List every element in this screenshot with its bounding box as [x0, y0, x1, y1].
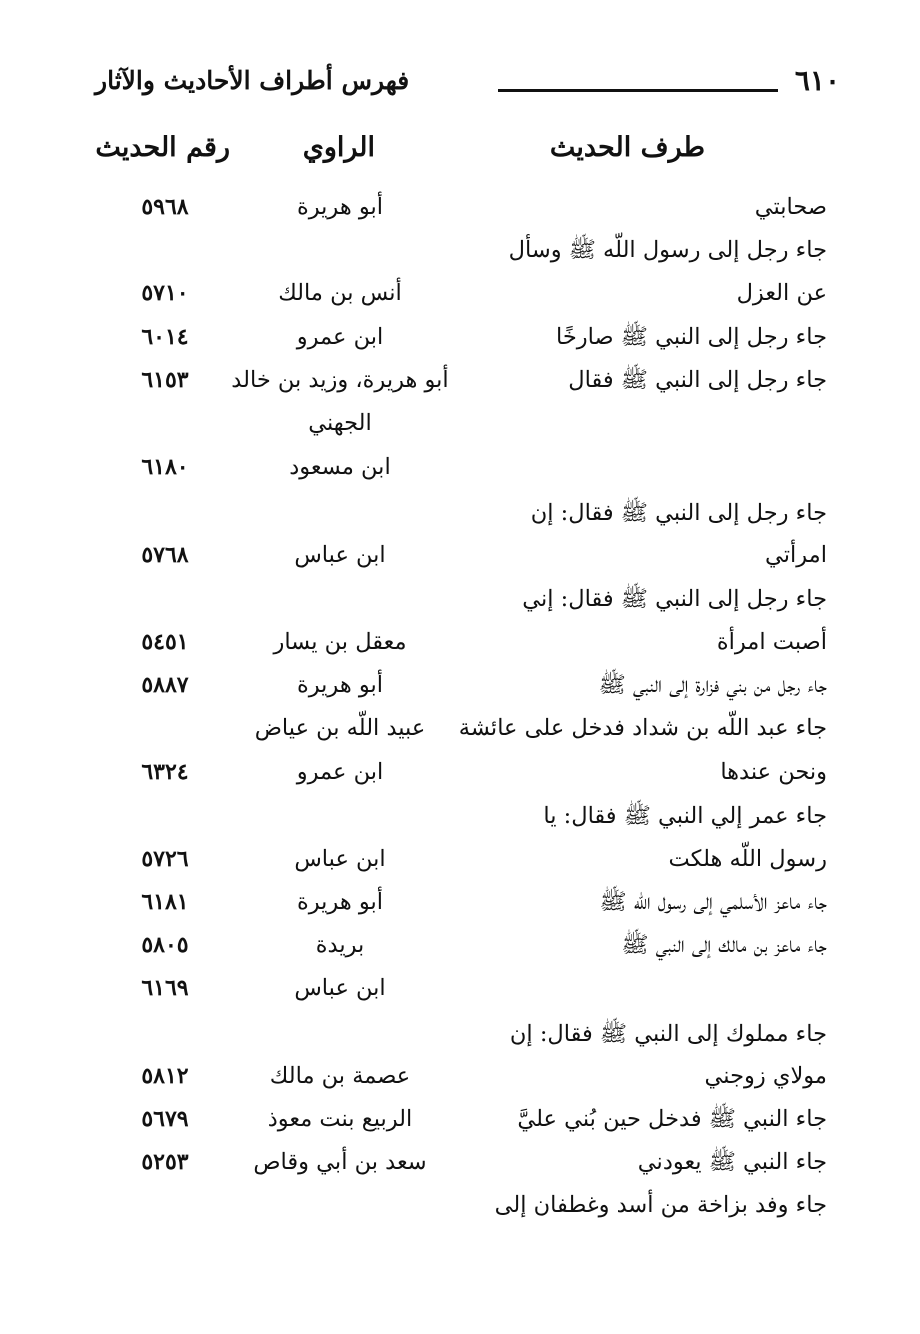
- index-row: [0, 445, 920, 489]
- narrator-name: ابن عمرو: [296, 324, 384, 350]
- index-row: [0, 880, 920, 924]
- index-row: [0, 706, 920, 750]
- index-row: [0, 228, 920, 272]
- hadith-text: جاء وفد بزاخة من أسد وغطفان إلى: [494, 1192, 827, 1218]
- hadith-text: جاء رجل من بني فزارة إلى النبي ﷺ: [598, 672, 827, 698]
- hadith-text: جاء ماعز الأسلمي إلى رسول اللّه ﷺ: [599, 889, 827, 915]
- index-row: [0, 923, 920, 967]
- narrator-name: ابن مسعود: [289, 454, 391, 480]
- page-number: ٦١٠: [794, 64, 840, 97]
- index-row: [0, 358, 920, 402]
- hadith-number: ٥٤٥١: [141, 629, 189, 655]
- narrator-name: الربيع بنت معوذ: [267, 1106, 413, 1132]
- hadith-text: جاء النبي ﷺ فدخل حين بُني عليَّ: [517, 1106, 827, 1132]
- hadith-text: رسول اللّه هلكت: [668, 846, 827, 872]
- narrator-name: عصمة بن مالك: [269, 1063, 411, 1089]
- index-row: [0, 185, 920, 229]
- hadith-text: جاء رجل إلى النبي ﷺ فقال: إن: [530, 500, 827, 526]
- hadith-text: امرأتي: [765, 542, 827, 568]
- index-row: [0, 663, 920, 707]
- hadith-text: جاء رجل إلى النبي ﷺ فقال: [568, 367, 827, 393]
- hadith-text: جاء عمر إلي النبي ﷺ فقال: يا: [543, 803, 827, 829]
- index-row: [0, 1183, 920, 1227]
- hadith-text: مولاي زوجني: [704, 1063, 827, 1089]
- hadith-number: ٦١٨٠: [141, 454, 189, 480]
- hadith-text: جاء ماعز بن مالك إلى النبي ﷺ: [621, 932, 827, 958]
- hadith-text: جاء عبد اللّه بن شداد فدخل على عائشة: [458, 715, 827, 741]
- narrator-name: أبو هريرة، وزيد بن خالد: [231, 367, 449, 393]
- index-row: [0, 1097, 920, 1141]
- narrator-name: ابن عمرو: [296, 759, 384, 785]
- hadith-number: ٥٧٦٨: [141, 542, 189, 568]
- hadith-number: ٦٣٢٤: [141, 759, 189, 785]
- narrator-name: ابن عباس: [294, 542, 386, 568]
- hadith-number: ٦١٨١: [141, 889, 189, 915]
- hadith-text: جاء رجل إلى النبي ﷺ صارخًا: [556, 324, 827, 350]
- column-header-number: رقم الحديث: [95, 132, 230, 163]
- hadith-text: صحابتي: [754, 194, 827, 220]
- narrator-name: بريدة: [315, 932, 365, 958]
- narrator-name: الجهني: [308, 410, 372, 436]
- hadith-number: ٥٧٢٦: [141, 846, 189, 872]
- index-row: [0, 837, 920, 881]
- index-row: [0, 620, 920, 664]
- narrator-name: سعد بن أبي وقاص: [253, 1149, 427, 1175]
- hadith-number: ٥٦٧٩: [141, 1106, 189, 1132]
- hadith-text: جاء النبي ﷺ يعودني: [637, 1149, 827, 1175]
- hadith-text: عن العزل: [736, 280, 827, 306]
- hadith-number: ٦٠١٤: [141, 324, 189, 350]
- index-row: [0, 966, 920, 1010]
- hadith-number: ٥٢٥٣: [141, 1149, 189, 1175]
- narrator-name: أنس بن مالك: [278, 280, 402, 306]
- index-row: [0, 401, 920, 445]
- index-row: [0, 750, 920, 794]
- index-row: [0, 533, 920, 577]
- hadith-number: ٦١٦٩: [141, 975, 189, 1001]
- hadith-text: أصبت امرأة: [716, 629, 827, 655]
- hadith-text: جاء رجل إلى رسول اللّه ﷺ وسأل: [508, 237, 827, 263]
- index-row: [0, 794, 920, 838]
- running-title: فهرس أطراف الأحاديث والآثار: [95, 66, 410, 95]
- hadith-text: جاء رجل إلى النبي ﷺ فقال: إني: [522, 586, 827, 612]
- hadith-text: جاء مملوك إلى النبي ﷺ فقال: إن: [509, 1021, 827, 1047]
- index-row: [0, 491, 920, 535]
- index-row: [0, 271, 920, 315]
- header-rule: [498, 89, 778, 92]
- index-row: [0, 315, 920, 359]
- index-row: [0, 1012, 920, 1056]
- hadith-number: ٥٨١٢: [141, 1063, 189, 1089]
- hadith-number: ٥٧١٠: [141, 280, 189, 306]
- column-header-narrator: الراوي: [302, 132, 375, 163]
- narrator-name: معقل بن يسار: [273, 629, 407, 655]
- narrator-name: أبو هريرة: [296, 889, 384, 915]
- hadith-number: ٥٨٨٧: [141, 672, 189, 698]
- narrator-name: ابن عباس: [294, 846, 386, 872]
- narrator-name: ابن عباس: [294, 975, 386, 1001]
- hadith-number: ٦١٥٣: [141, 367, 189, 393]
- index-row: [0, 1140, 920, 1184]
- index-row: [0, 577, 920, 621]
- hadith-number: ٥٨٠٥: [141, 932, 189, 958]
- page-header: [95, 62, 840, 102]
- hadith-text: ونحن عندها: [720, 759, 827, 785]
- index-row: [0, 1054, 920, 1098]
- narrator-name: عبيد اللّه بن عياض: [254, 715, 426, 741]
- hadith-number: ٥٩٦٨: [141, 194, 189, 220]
- column-header-hadith: طرف الحديث: [549, 132, 705, 163]
- narrator-name: أبو هريرة: [296, 194, 384, 220]
- narrator-name: أبو هريرة: [296, 672, 384, 698]
